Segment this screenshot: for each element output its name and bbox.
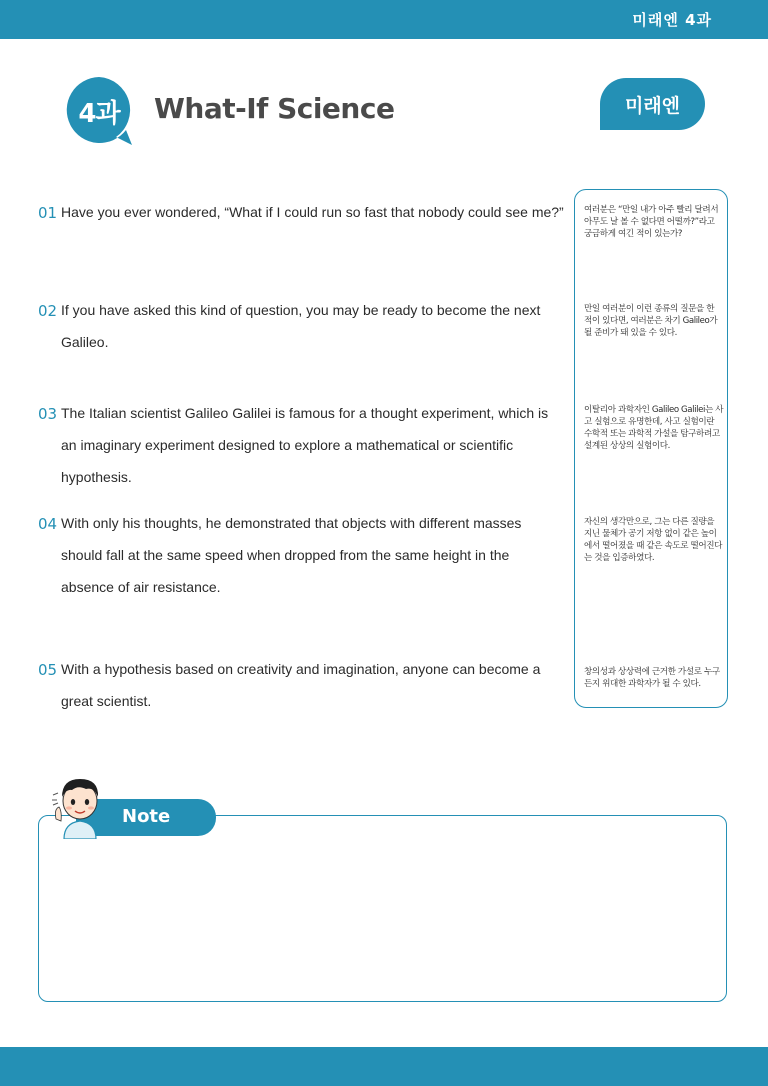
sentence-text: With only his thoughts, he demonstrated that objects with different masses should fall at the same speed when dropped from the same height in the absence of air resistance. bbox=[61, 515, 522, 595]
lesson-number: 4과 bbox=[78, 99, 120, 129]
lesson-badge bbox=[64, 75, 134, 145]
sentence-number: 01 bbox=[38, 204, 58, 222]
brand-badge bbox=[600, 78, 705, 130]
sentence-text: The Italian scientist Galileo Galilei is famous for a thought experiment, which is an imaginary experiment designed to explore a mathematical or scientific hypothesis. bbox=[61, 405, 549, 485]
translation-02: 만일 여러분이 이런 종류의 질문을 한 적이 있다면, 여러분은 차기 Galileo가 될 준비가 돼 있을 수 있다. bbox=[584, 304, 718, 338]
translation-05: 창의성과 상상력에 근거한 가설로 누구든지 위대한 과학자가 될 수 있다. bbox=[584, 667, 720, 689]
brand-badge-label: 미래엔 bbox=[624, 95, 681, 117]
note-area[interactable] bbox=[38, 815, 727, 1002]
sentence-number: 03 bbox=[38, 405, 58, 423]
sentence-text: If you have asked this kind of question, you may be ready to become the next Galileo. bbox=[61, 302, 541, 350]
sentence-number: 02 bbox=[38, 302, 58, 320]
sentence-number: 04 bbox=[38, 515, 58, 533]
translation-03: 이탈리아 과학자인 Galileo Galilei는 사고 실험으로 유명한데, 사고 실험이란 수학적 또는 과학적 가설을 탐구하려고 설계된 상상의 실험이다. bbox=[584, 405, 724, 451]
bottom-bar bbox=[0, 1047, 768, 1086]
sentence-text: With a hypothesis based on creativity and imagination, anyone can become a great scientist. bbox=[61, 661, 541, 709]
translation-04: 자신의 생각만으로, 그는 다른 질량을 지닌 물체가 공기 저항 없이 같은 높이에서 떨어졌을 때 같은 속도로 떨어진다는 것을 입증하였다. bbox=[584, 517, 723, 563]
sentence-number: 05 bbox=[38, 661, 58, 679]
lesson-title: What-If Science bbox=[154, 92, 395, 125]
sentence-text: Have you ever wondered, “What if I could run so fast that nobody could see me?” bbox=[61, 204, 564, 220]
translation-01: 여러분은 “만일 내가 아주 빨리 달려서 아무도 날 볼 수 없다면 어떨까?”라고 궁금하게 여긴 적이 있는가? bbox=[584, 205, 719, 239]
student-avatar-icon bbox=[50, 773, 110, 839]
translation-panel bbox=[574, 189, 728, 708]
header-brand: 미래엔 4과 bbox=[632, 11, 712, 29]
top-bar bbox=[0, 0, 768, 39]
note-label: Note bbox=[122, 806, 171, 827]
